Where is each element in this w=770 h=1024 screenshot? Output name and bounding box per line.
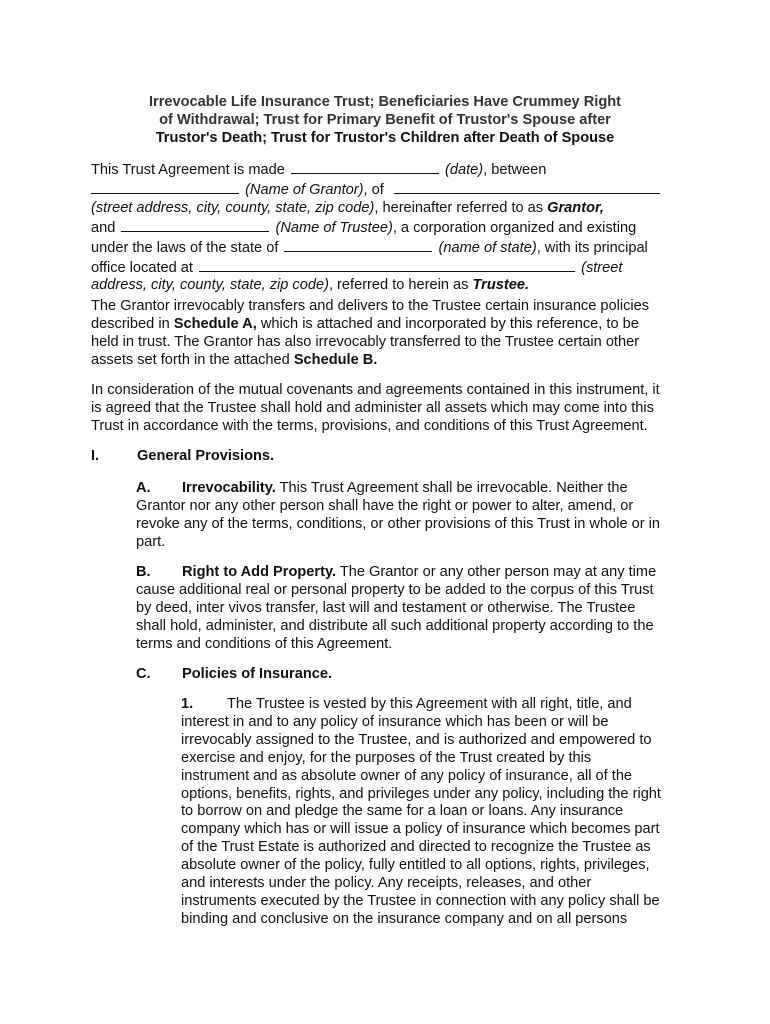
intro-line xyxy=(91,258,681,278)
document-title xyxy=(91,94,679,148)
intro-paragraph xyxy=(91,160,681,295)
item-1 xyxy=(181,696,681,929)
state-blank[interactable] xyxy=(284,238,432,252)
item-line: company which has or will issue a policy of insurance which becomes part xyxy=(181,821,660,838)
intro-text: , hereinafter referred to as xyxy=(374,199,544,216)
item-line: exercise and enjoy, for the purposes of the Trust created by this xyxy=(181,749,592,766)
intro-text: , a corporation organized and existing xyxy=(392,219,637,236)
paragraph-line: The Grantor irrevocably transfers and delivers to the Trustee certain insurance policies xyxy=(91,298,650,314)
intro-text: , referred to herein as xyxy=(328,277,469,294)
subsection-line xyxy=(136,564,681,582)
intro-text: This Trust Agreement is made xyxy=(91,162,285,178)
trustee-name-blank[interactable] xyxy=(121,218,269,232)
schedule-a-ref: Schedule A, xyxy=(173,315,257,332)
intro-text: , with its principal xyxy=(536,239,648,256)
trustee-name-hint: (Name of Trustee) xyxy=(275,219,393,236)
office-address-blank[interactable] xyxy=(199,258,575,272)
paragraph-text: described in xyxy=(91,315,170,332)
subsection-number: B. xyxy=(136,564,151,580)
title-line-1: Irrevocable Life Insurance Trust; Beneficiaries Have Crummey Right xyxy=(148,94,622,110)
item-line: and interests under the policy. Any receipts, releases, and other xyxy=(181,875,592,892)
intro-line xyxy=(91,277,681,295)
item-line: of the Trust Estate is authorized and directed to recognize the Trustee as xyxy=(181,839,651,856)
intro-line xyxy=(91,200,681,218)
item-line: interest in and to any policy of insurance which has been or will be xyxy=(181,713,609,730)
intro-text: , of xyxy=(363,181,384,198)
subsection-line: part. xyxy=(136,533,166,550)
intro-text: under the laws of the state of xyxy=(91,239,279,256)
item-line: to borrow on and pledge the same for a loan or loans. Any insurance xyxy=(181,803,624,820)
item-line: irrevocably assigned to the Trustee, and is authorized and empowered to xyxy=(181,731,652,748)
item-line: instrument and as absolute owner of any policy of insurance, all of the xyxy=(181,767,633,784)
title-line-3: Trustor's Death; Trust for Trustor's Children after Death of Spouse xyxy=(155,129,615,146)
subsection-line: by deed, inter vivos transfer, last will and testament or otherwise. The Trustee xyxy=(136,599,636,616)
date-blank[interactable] xyxy=(291,160,439,174)
paragraph-line: In consideration of the mutual covenants and agreements contained in this instrument, it xyxy=(91,382,660,398)
address-hint: (street address, city, county, state, zip code) xyxy=(91,199,375,216)
trustee-term: Trustee. xyxy=(472,277,530,294)
item-line: instruments executed by the Trustee in connection with any policy shall be xyxy=(181,892,660,909)
item-line: absolute owner of the policy, fully entitled to all options, rights, privileges, xyxy=(181,857,650,874)
subsection-title: Right to Add Property. xyxy=(182,564,337,580)
paragraph-line xyxy=(91,352,681,370)
paragraph-text: which is attached and incorporated by this reference, to be xyxy=(260,315,639,332)
subsection-irrevocability xyxy=(136,480,681,552)
paragraph-line: held in trust. The Grantor has also irrevocably transferred to the Trustee certain other xyxy=(91,333,640,350)
intro-text: , between xyxy=(483,162,547,178)
subsection-number: A. xyxy=(136,480,151,496)
subsection-line: Grantor nor any other person shall have the right or power to alter, amend, or xyxy=(136,497,634,514)
grantor-name-hint: (Name of Grantor) xyxy=(245,181,364,198)
consideration-paragraph xyxy=(91,382,681,436)
date-hint: (date) xyxy=(444,162,484,178)
subsection-line xyxy=(136,666,681,684)
office-address-hint: address, city, county, state, zip code) xyxy=(91,277,329,294)
item-text: The Trustee is vested by this Agreement with all right, title, and xyxy=(227,696,632,712)
grantor-name-blank[interactable] xyxy=(91,180,239,194)
subsection-number: C. xyxy=(136,666,151,682)
intro-line xyxy=(91,238,681,258)
item-number: 1. xyxy=(181,696,194,712)
paragraph-line: Trust in accordance with the terms, provisions, and conditions of this Trust Agreement. xyxy=(91,417,648,434)
subsection-line xyxy=(136,480,681,498)
subsection-line: cause additional real or personal property to be added to the corpus of this Trust xyxy=(136,581,654,598)
item-line xyxy=(181,696,681,714)
subsection-line: terms and conditions of this Agreement. xyxy=(136,635,393,652)
grantor-address-blank[interactable] xyxy=(394,180,660,194)
section-number: I. xyxy=(91,448,100,464)
subsection-title: Policies of Insurance. xyxy=(182,666,333,682)
paragraph-line xyxy=(91,316,681,334)
paragraph-line: is agreed that the Trustee shall hold and administer all assets which may come into this xyxy=(91,399,654,416)
intro-line xyxy=(91,218,681,238)
item-line: options, benefits, rights, and privileges under any policy, including the right xyxy=(181,785,661,802)
grantor-term: Grantor, xyxy=(547,199,604,216)
item-line: binding and conclusive on the insurance company and on all persons xyxy=(181,910,628,927)
intro-text: office located at xyxy=(91,259,193,276)
section-title: General Provisions. xyxy=(137,448,275,464)
intro-line xyxy=(91,160,681,180)
subsection-title: Irrevocability. xyxy=(182,480,276,496)
section-heading xyxy=(91,448,274,466)
subsection-policies xyxy=(136,666,681,684)
transfer-paragraph xyxy=(91,298,681,370)
state-hint: (name of state) xyxy=(438,239,537,256)
subsection-line: shall hold, administer, and distribute all such additional property according to the xyxy=(136,617,654,634)
paragraph-text: assets set forth in the attached xyxy=(91,351,290,368)
intro-text: and xyxy=(91,219,116,236)
title-line-2: of Withdrawal; Trust for Primary Benefit of Trustor's Spouse after xyxy=(159,111,611,128)
office-address-hint: (street xyxy=(581,259,623,276)
schedule-b-ref: Schedule B. xyxy=(293,351,378,368)
subsection-text: The Grantor or any other person may at any time xyxy=(339,564,657,580)
intro-line xyxy=(91,180,681,200)
subsection-text: This Trust Agreement shall be irrevocable. Neither the xyxy=(279,480,628,496)
subsection-add-property xyxy=(136,564,681,654)
subsection-line: revoke any of the terms, conditions, or other provisions of this Trust in whole or in xyxy=(136,515,660,532)
